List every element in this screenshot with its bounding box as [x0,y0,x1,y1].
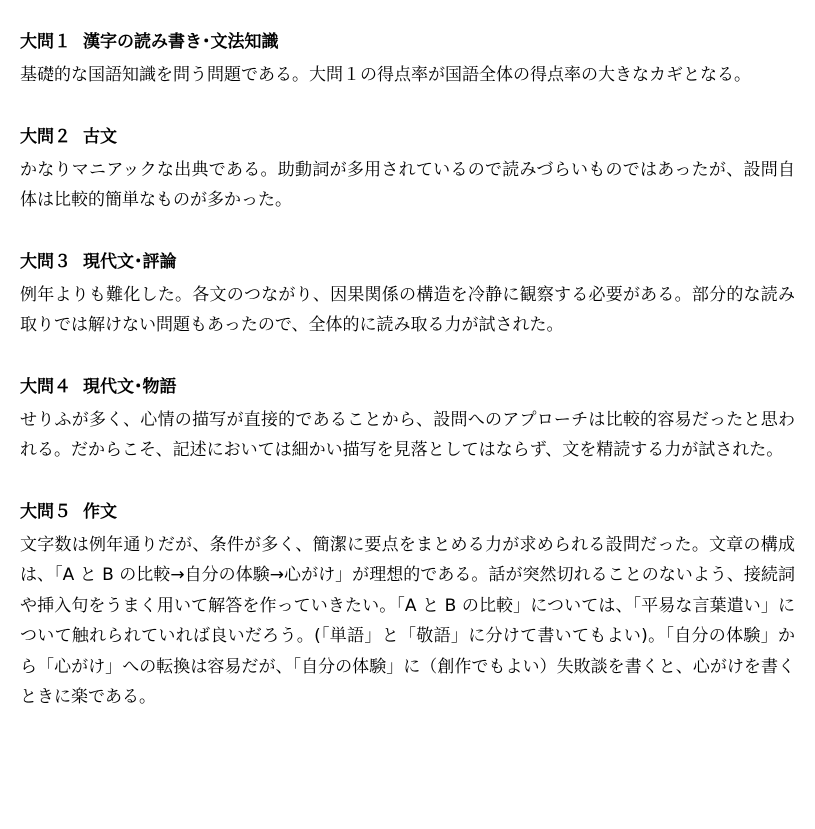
section-heading [20,250,795,274]
section-number: 大問５ [20,501,71,522]
section-title: 古文 [83,126,117,147]
section-heading [20,125,795,149]
section-title: 漢字の読み書き･文法知識 [83,32,279,52]
section-5 [20,500,795,713]
section-2 [20,125,795,216]
section-heading [20,30,795,54]
section-4 [20,375,795,466]
section-3 [20,250,795,341]
section-number: 大問２ [20,126,71,147]
section-title: 現代文･評論 [83,251,177,272]
section-1 [20,30,795,91]
section-title: 現代文･物語 [83,376,177,397]
section-title: 作文 [83,501,117,522]
section-heading [20,500,795,524]
section-number: 大問４ [20,376,71,397]
section-number: 大問１ [20,32,71,52]
section-body: 例年よりも難化した。各文のつながり、因果関係の構造を冷静に観察する必要がある。部分的な読み取りでは解けない問題もあったので、全体的に読み取る力が試された。 [20,284,795,335]
section-body: 文字数は例年通りだが、条件が多く、簡潔に要点をまとめる力が求められる設問だった。文章の構成は、「A と B の比較→自分の体験→心がけ」が理想的である。話が突然切れることのないよう、接続詞や挿入句をうまく用いて解答を作っていきたい。「A と B の比較」については、「平易な言葉遣い」について触れられていれば良いだろう。(「単語」と「敬語」に分けて書いてもよい)。「自分の体験」から「心がけ」への転換は容易だが、「自分の体験」に（創作でもよい）失敗談を書くと、心がけを書くときに楽である。 [20,534,795,707]
section-body: 基礎的な国語知識を問う問題である。大問１の得点率が国語全体の得点率の大きなカギとなる。 [20,65,751,85]
section-heading [20,375,795,399]
section-number: 大問３ [20,251,71,272]
section-body: かなりマニアックな出典である。助動詞が多用されているので読みづらいものではあったが、設問自体は比較的簡単なものが多かった。 [20,159,795,210]
section-body: せりふが多く、心情の描写が直接的であることから、設問へのアプローチは比較的容易だったと思われる。だからこそ、記述においては細かい描写を見落としてはならず、文を精読する力が試された。 [20,409,795,460]
